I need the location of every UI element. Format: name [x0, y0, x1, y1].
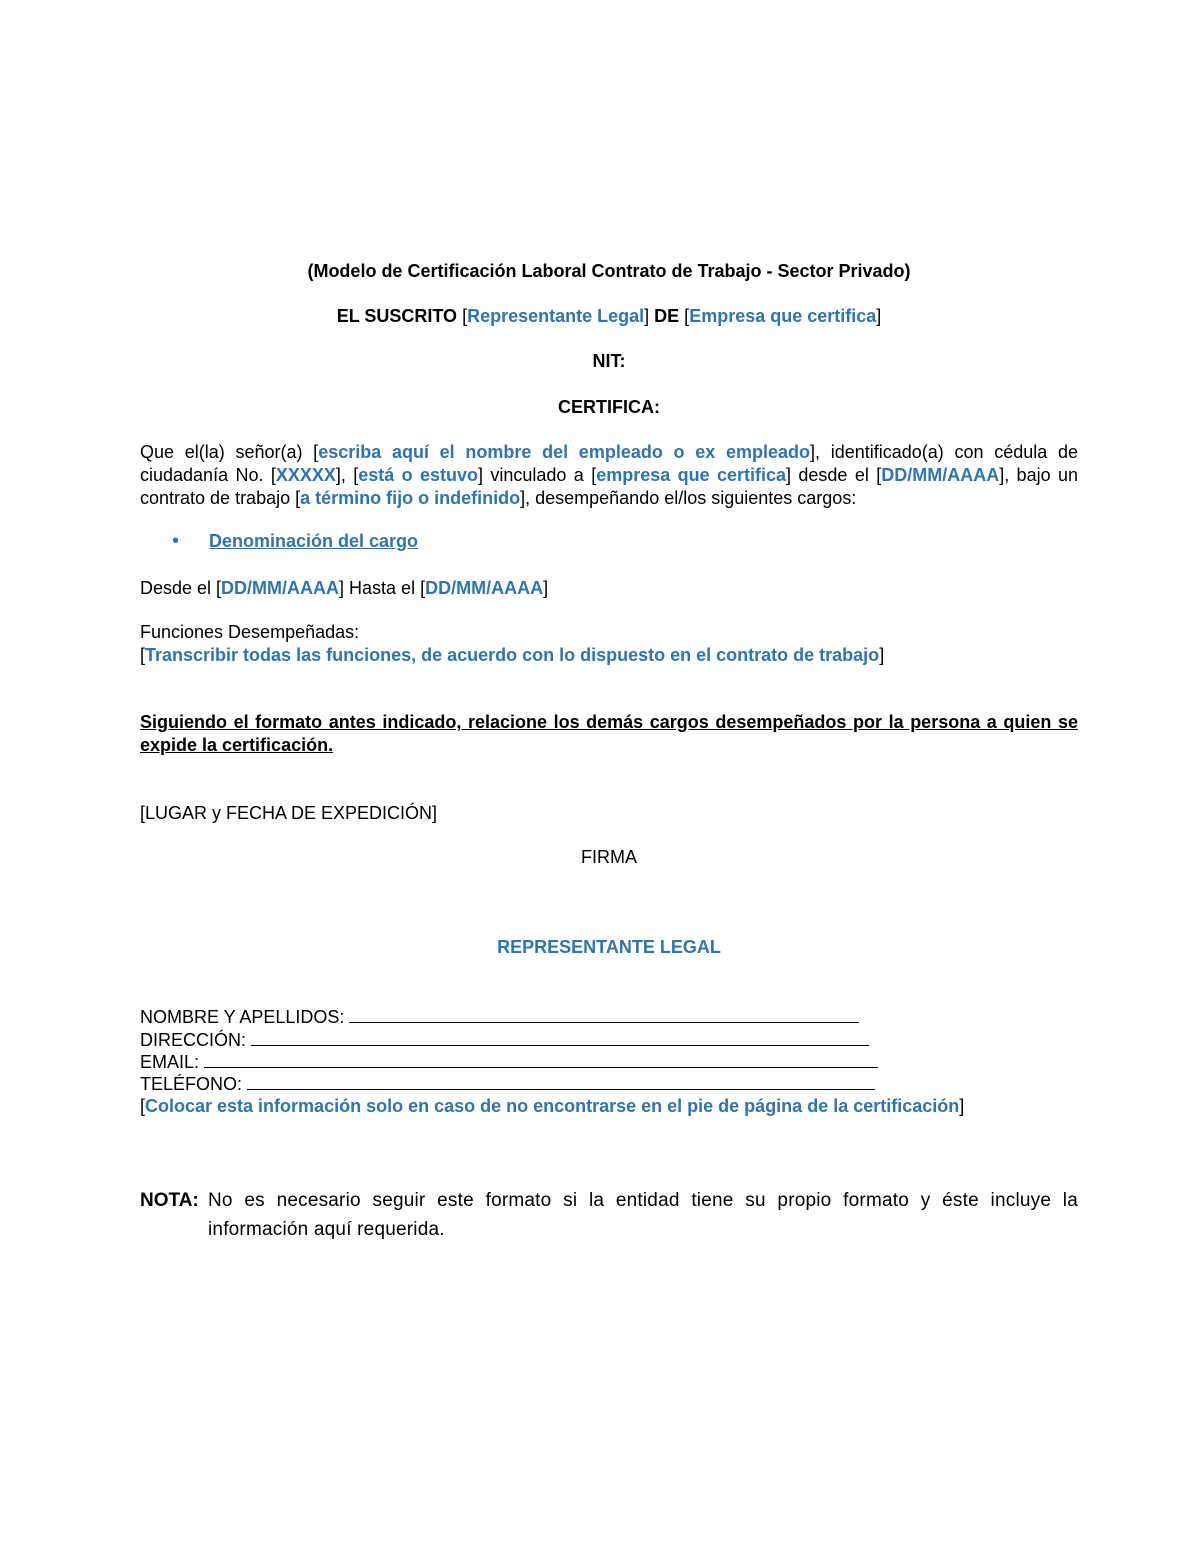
colocar-placeholder: Colocar esta información solo en caso de no encontrarse en el pie de página de la certificación [145, 1096, 960, 1116]
bracket: ] [543, 578, 549, 598]
fecha-placeholder: DD/MM/AAAA [881, 465, 1000, 485]
body-text: ] vinculado a [ [478, 465, 597, 485]
telefono-field [140, 1072, 875, 1095]
body-text: ], desempeñando el/los siguientes cargos: [520, 488, 857, 508]
direccion-label: DIRECCIÓN: [140, 1030, 247, 1050]
suscrito-line [140, 305, 1078, 328]
empresa-placeholder: Empresa que certifica [689, 306, 877, 326]
bracket: [ [140, 645, 146, 665]
suscrito-de: DE [649, 306, 685, 326]
direccion-line [251, 1028, 869, 1046]
body-text: ] desde el [ [786, 465, 882, 485]
certifica-heading: CERTIFICA: [558, 397, 660, 417]
body-text: ], bajo un contrato de trabajo [ [140, 465, 1078, 508]
funciones-placeholder: Transcribir todas las funciones, de acuerdo con lo dispuesto en el contrato de trabajo [145, 645, 880, 665]
colocar-line [140, 1095, 1078, 1118]
email-line [204, 1050, 878, 1068]
representante-heading: REPRESENTANTE LEGAL [497, 937, 721, 957]
body-paragraph [140, 441, 1078, 510]
empresa-placeholder: empresa que certifica [596, 465, 787, 485]
nit-label: NIT: [592, 351, 626, 371]
nombre-placeholder: escriba aquí el nombre del empleado o ex empleado [318, 442, 810, 462]
fecha-desde-placeholder: DD/MM/AAAA [221, 578, 340, 598]
funciones-line [140, 644, 1078, 667]
cedula-placeholder: XXXXX [275, 465, 336, 485]
hasta-label: ] Hasta el [ [339, 578, 426, 598]
bracket: [ [684, 306, 690, 326]
nombre-line [349, 1005, 859, 1023]
vinculo-placeholder: está o estuvo [358, 465, 479, 485]
nombre-field [140, 1005, 859, 1028]
bracket: ] [644, 306, 650, 326]
bullet-icon: • [172, 530, 180, 552]
bracket: [ [462, 306, 468, 326]
desde-label: Desde el [ [140, 578, 222, 598]
bracket: ] [879, 645, 885, 665]
suscrito-prefix: EL SUSCRITO [336, 306, 463, 326]
termino-placeholder: a término fijo o indefinido [300, 488, 521, 508]
body-text: Que el(la) señor(a) [ [140, 442, 319, 462]
bracket: ] [959, 1096, 965, 1116]
document-title: (Modelo de Certificación Laboral Contrato de Trabajo - Sector Privado) [307, 261, 911, 281]
telefono-line [247, 1072, 875, 1090]
cargo-placeholder: Denominación del cargo [209, 531, 419, 551]
fecha-hasta-placeholder: DD/MM/AAAA [425, 578, 544, 598]
body-text: ], identificado(a) con cédula de ciudadanía No. [ [140, 442, 1078, 485]
bracket: [ [140, 1096, 146, 1116]
periodo-line [140, 577, 1078, 600]
funciones-label: Funciones Desempeñadas: [140, 622, 360, 642]
email-field [140, 1050, 878, 1073]
telefono-label: TELÉFONO: [140, 1074, 243, 1094]
direccion-field [140, 1028, 869, 1051]
nota-label: NOTA: [140, 1190, 199, 1211]
firma-label: FIRMA [581, 847, 637, 867]
nombre-label: NOMBRE Y APELLIDOS: [140, 1007, 345, 1027]
nota-text: No es necesario seguir este formato si la entidad tiene su propio formato y éste incluye la información aquí requerida. [208, 1190, 1078, 1240]
bracket: ] [876, 306, 882, 326]
instruction-paragraph: Siguiendo el formato antes indicado, relacione los demás cargos desempeñados por la persona a quien se expide la certificación. [140, 712, 1078, 755]
lugar-fecha: [LUGAR y FECHA DE EXPEDICIÓN] [140, 803, 438, 823]
email-label: EMAIL: [140, 1052, 200, 1072]
cargo-item [209, 530, 909, 553]
representante-placeholder: Representante Legal [467, 306, 645, 326]
body-text: ], [ [335, 465, 359, 485]
